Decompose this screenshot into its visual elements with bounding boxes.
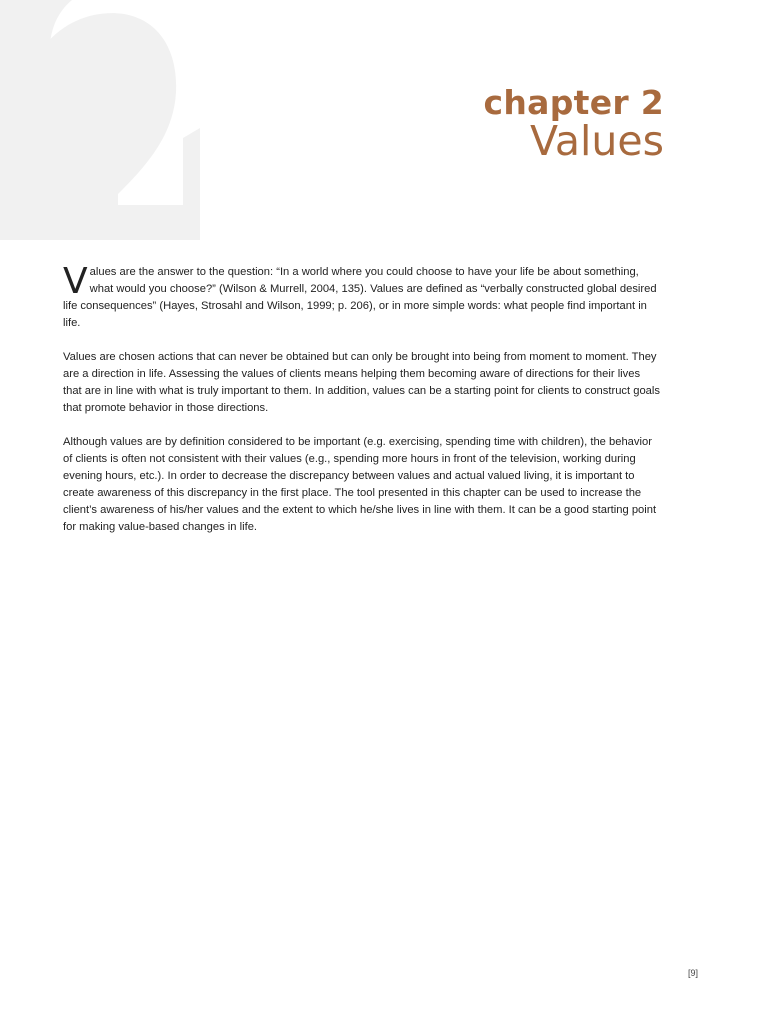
paragraph-3: Although values are by definition considered to be important (e.g. exercising, spending time with children), the behavior of clients is often not consistent with their values (e.g., spending more hours in front of the television, working during evening hours, etc.). In order to decrease the discrepancy between values and actual valued living, it is important to create awareness of this discrepancy in the first place. The tool presented in this chapter can be used to increase the client’s awareness of his/her values and the extent to which he/she lives in line with them. It can be a good starting point for making value-based changes in life. xyxy=(63,436,657,533)
chapter-label: chapter 2 xyxy=(483,83,664,122)
dropcap-letter: V xyxy=(63,261,88,302)
paragraph-2: Values are chosen actions that can never be obtained but can only be brought into being from moment to moment. They are a direction in life. Assessing the values of clients means helping them becoming aware of directions for their lives that are in line with what is truly important to them. In addition, values can be a starting point for clients to construct goals that promote behavior in those directions. xyxy=(63,351,660,414)
paragraph-1-text: alues are the answer to the question: “In a world where you could choose to have your life be about something, what would you choose?” (Wilson & Murrell, 2004, 135). Values are defined as “verbally constructed global desired life consequences” (Hayes, Strosahl and Wilson, 1999; p. 206), or in more simple words: what people find important in life. xyxy=(63,266,657,329)
chapter-body xyxy=(63,261,661,553)
chapter-heading xyxy=(483,84,664,164)
chapter-title: Values xyxy=(530,117,664,165)
page-number: [9] xyxy=(687,968,698,978)
paragraph-1 xyxy=(63,261,661,332)
chapter-numeral-graphic xyxy=(0,0,200,240)
background-chapter-numeral xyxy=(0,0,200,240)
